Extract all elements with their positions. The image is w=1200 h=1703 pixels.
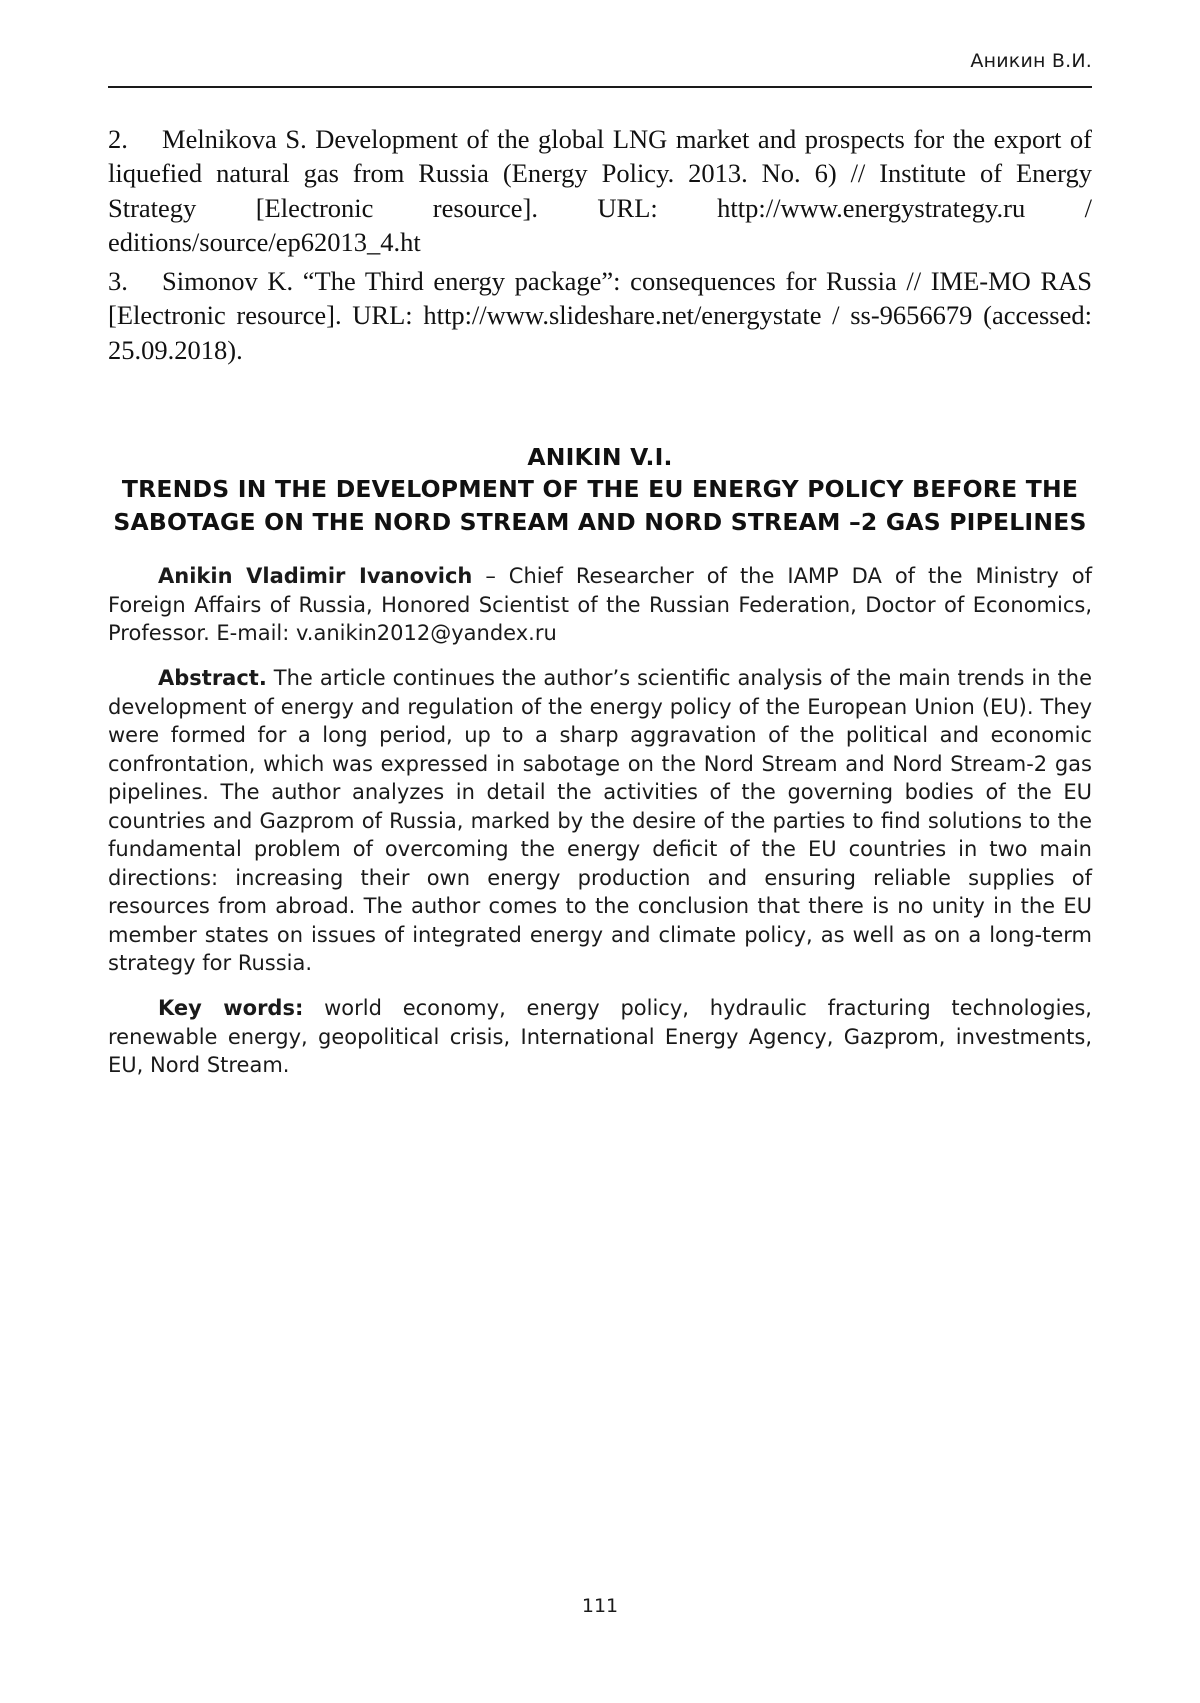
list-item <box>108 264 1092 367</box>
article-heading <box>108 441 1092 538</box>
keywords-label: Key words: <box>158 995 304 1020</box>
page-title: TRENDS IN THE DEVELOPMENT OF THE EU ENERGY POLICY BEFORE THE SABOTAGE ON THE NORD STREAM AND NORD STREAM –2 GAS PIPELINES <box>113 475 1087 536</box>
abstract-text: The article continues the author’s scientific analysis of the main trends in the development of energy and regulation of the energy policy of the European Union (EU). They were formed for a long period, up to a sharp aggravation of the political and economic confrontation, which was expressed in sabotage on the Nord Stream and Nord Stream-2 gas pipelines. The author analyzes in detail the activities of the governing bodies of the EU countries and Gazprom of Russia, marked by the desire of the parties to find solutions to the fundamental problem of overcoming the energy deficit of the EU countries in two main directions: increasing their own energy production and ensuring reliable supplies of resources from abroad. The author comes to the conclusion that there is no unity in the EU member states on issues of integrated energy and climate policy, as well as on a long-term strategy for Russia. <box>108 665 1092 976</box>
reference-text: Simonov K. “The Third energy package”: consequences for Russia // IME-MO RAS [Electronic resource]. URL: http://www.slideshare.net/energystate / ss-9656679 (accessed: 25.09.2018). <box>108 265 1092 365</box>
page-number: 111 <box>581 1595 619 1617</box>
keywords-paragraph <box>108 994 1092 1080</box>
list-item <box>108 122 1092 260</box>
page-content <box>108 50 1092 1096</box>
keywords-text: world economy, energy policy, hydraulic fracturing technologies, renewable energy, geopolitical crisis, International Energy Agency, Gazprom, investments, EU, Nord Stream. <box>108 995 1092 1078</box>
reference-number: 3. <box>108 265 128 296</box>
author-bio <box>108 562 1092 648</box>
running-head: Аникин В.И. <box>970 50 1092 72</box>
author-bio-name: Anikin Vladimir Ivanovich <box>158 564 473 589</box>
author-bio-text: – Chief Researcher of the IAMP DA of the Ministry of Foreign Affairs of Russia, Honored Scientist of the Russian Federation, Doctor of Economics, Professor. E-mail: v.anikin2012@yandex.ru <box>108 564 1093 646</box>
abstract-paragraph <box>108 664 1092 978</box>
article-author-heading: ANIKIN V.I. <box>527 443 673 472</box>
header-divider <box>108 86 1092 88</box>
reference-text: Melnikova S. Development of the global LNG market and prospects for the export of liquefied natural gas from Russia (Energy Policy. 2013. No. 6) // Institute of Energy Strategy [Electronic resource]. URL: http://www.energystrategy.ru / editions/source/ep62013_4.ht <box>108 124 1092 258</box>
reference-number: 2. <box>108 124 128 154</box>
article-body <box>108 562 1092 1079</box>
abstract-label: Abstract. <box>158 665 267 690</box>
reference-list <box>108 122 1092 367</box>
